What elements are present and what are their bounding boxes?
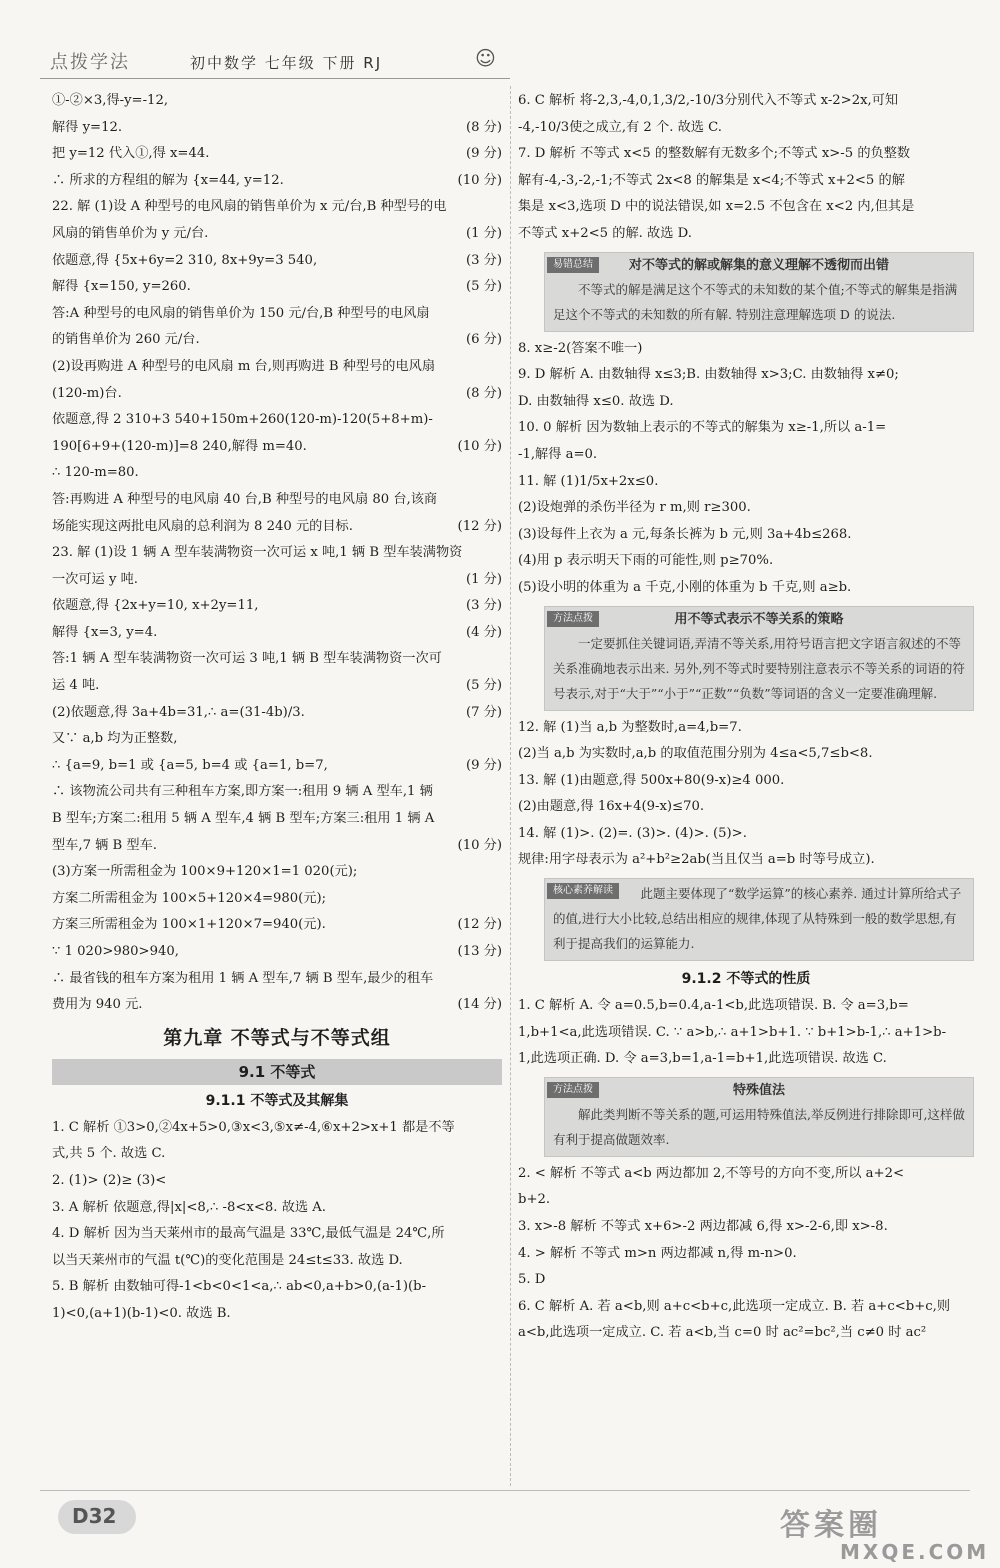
- solution-text: (2)依题意,得 3a+4b=31,∴ a=(31-4b)/3.: [52, 704, 305, 720]
- score-label: (12 分): [457, 917, 502, 933]
- score-label: (10 分): [457, 172, 502, 188]
- answer-line: 集是 x<3,选项 D 中的说法错误,如 x=2.5 不包含在 x<2 内,但其是: [518, 199, 915, 215]
- answer-line: 1,b+1<a,此选项错误. C. ∵ a>b,∴ a+1>b+1. ∵ b+1>b-1,∴ a+1>b-: [518, 1024, 947, 1040]
- solution-line: [52, 912, 502, 939]
- score-label: (5 分): [465, 678, 502, 694]
- box-tag: 易错总结: [547, 257, 599, 273]
- score-label: (8 分): [465, 119, 502, 135]
- solution-text: (2)设再购进 A 种型号的电风扇 m 台,则再购进 B 种型号的电风扇: [52, 358, 436, 374]
- answer-line: a<b,此选项一定成立. C. 若 a<b,当 c=0 时 ac²=bc²,当 c≠0 时 ac²: [518, 1325, 927, 1341]
- solution-line: [52, 966, 502, 993]
- tip-box-special-value: [544, 1077, 974, 1157]
- solution-line: [52, 115, 502, 142]
- solution-text: 依题意,得 {2x+y=10, x+2y=11,: [52, 598, 259, 614]
- page-number-text: D32: [72, 1504, 117, 1528]
- chapter-title: 第九章 不等式与不等式组: [163, 1026, 391, 1049]
- solution-text: 答:再购进 A 种型号的电风扇 40 台,B 种型号的电风扇 80 台,该商: [52, 491, 438, 507]
- box-text: 一定要抓住关键词语,弄清不等关系,用符号语言把文字语言叙述的不等关系准确地表示出来. 另外,列不等式时要特别注意表示不等关系的词语的符号表示,对于“大于”“小于”“正数”“负数”等词语的含义一定要准确理解.: [553, 635, 965, 701]
- solution-line: [52, 514, 502, 541]
- tip-box-literacy: [544, 878, 974, 961]
- answer-line: D. 由数轴得 x≤0. 故选 D.: [518, 393, 674, 409]
- section-title: 9.1 不等式: [52, 1059, 502, 1085]
- left-column: [52, 88, 502, 1328]
- answer-line: 2. < 解析 不等式 a<b 两边都加 2,不等号的方向不变,所以 a+2<: [518, 1165, 905, 1181]
- solution-line: [52, 407, 502, 434]
- answer-line: 4. > 解析 不等式 m>n 两边都减 n,得 m-n>0.: [518, 1245, 797, 1261]
- solution-text: 解得 {x=3, y=4.: [52, 624, 158, 640]
- solution-line: [52, 806, 502, 833]
- watermark: [780, 1500, 990, 1564]
- watermark-title: 答案圈: [780, 1508, 882, 1543]
- header: [40, 46, 510, 76]
- score-label: (1 分): [465, 225, 502, 241]
- bottom-rule: [40, 1490, 970, 1491]
- answer-line: 5. D: [518, 1272, 546, 1288]
- solution-text: 解得 y=12.: [52, 119, 123, 135]
- answer-line: 5. B 解析 由数轴可得-1<b<0<1<a,∴ ab<0,a+b>0,(a-1)(b-: [52, 1279, 427, 1295]
- score-label: (9 分): [465, 146, 502, 162]
- subject-label: 初中数学 七年级 下册 RJ: [190, 54, 383, 72]
- solution-text: 22. 解 (1)设 A 种型号的电风扇的销售单价为 x 元/台,B 种型号的电: [52, 199, 447, 215]
- box-tag: 核心素养解读: [547, 883, 619, 899]
- score-label: (7 分): [465, 704, 502, 720]
- score-label: (3 分): [465, 598, 502, 614]
- solution-line: [52, 381, 502, 408]
- tip-box-method: [544, 606, 974, 711]
- score-label: (6 分): [465, 332, 502, 348]
- answer-line: 1. C 解析 A. 令 a=0.5,b=0.4,a-1<b,此选项错误. B. 令 a=3,b=: [518, 998, 909, 1014]
- solution-text: (120-m)台.: [52, 385, 122, 401]
- solution-text: 解得 {x=150, y=260.: [52, 279, 191, 295]
- solution-text: ∴ 该物流公司共有三种租车方案,即方案一:租用 9 辆 A 型车,1 辆: [52, 784, 433, 800]
- brand-logo: 点拨学法: [50, 52, 130, 73]
- solution-text: ①-②×3,得-y=-12,: [52, 93, 169, 108]
- answer-line: 7. D 解析 不等式 x<5 的整数解有无数多个;不等式 x>-5 的负整数: [518, 146, 911, 162]
- solution-line: [52, 301, 502, 328]
- box-text: 此题主要体现了“数学运算”的核心素养. 通过计算所给式子的值,进行大小比较,总结出相应的规律,体现了从特殊到一般的数学思想,有利于提高我们的运算能力.: [553, 886, 962, 952]
- score-label: (14 分): [457, 997, 502, 1013]
- answer-line: 不等式 x+2<5 的解. 故选 D.: [518, 225, 692, 241]
- score-label: (12 分): [457, 518, 502, 534]
- answer-line: -1,解得 a=0.: [518, 446, 598, 462]
- score-label: (3 分): [465, 252, 502, 268]
- answer-line: 11. 解 (1)1/5x+2x≤0.: [518, 473, 659, 489]
- score-label: (10 分): [457, 438, 502, 454]
- solution-line: [52, 567, 502, 594]
- solution-text: 方案二所需租金为 100×5+120×4=980(元);: [52, 890, 327, 906]
- score-label: (10 分): [457, 837, 502, 853]
- column-divider: [510, 86, 511, 1486]
- answer-line: (2)当 a,b 为实数时,a,b 的取值范围分别为 4≤a<5,7≤b<8.: [518, 746, 873, 762]
- score-label: (8 分): [465, 385, 502, 401]
- answer-line: 4. D 解析 因为当天莱州市的最高气温是 33℃,最低气温是 24℃,所: [52, 1226, 445, 1242]
- mascot-icon: ☺: [475, 46, 496, 70]
- solution-text: 依题意,得 {5x+6y=2 310, 8x+9y=3 540,: [52, 252, 318, 268]
- solution-line: [52, 274, 502, 301]
- answer-line: 6. C 解析 将-2,3,-4,0,1,3/2,-10/3分别代入不等式 x-2>2x,可知: [518, 93, 899, 108]
- answer-line: (5)设小明的体重为 a 千克,小刚的体重为 b 千克,则 a≥b.: [518, 579, 852, 595]
- solution-line: [52, 726, 502, 753]
- solution-line: [52, 248, 502, 275]
- answer-line: 6. C 解析 A. 若 a<b,则 a+c<b+c,此选项一定成立. B. 若 a+c<b+c,则: [518, 1298, 951, 1314]
- answer-line: 9. D 解析 A. 由数轴得 x≤3;B. 由数轴得 x>3;C. 由数轴得 x≠0;: [518, 367, 899, 383]
- solution-line: [52, 992, 502, 1019]
- solution-text: 190[6+9+(120-m)]=8 240,解得 m=40.: [52, 438, 307, 454]
- solution-text: ∴ 最省钱的租车方案为租用 1 辆 A 型车,7 辆 B 型车,最少的租车: [52, 970, 434, 986]
- solution-line: [52, 753, 502, 780]
- solution-line: [52, 673, 502, 700]
- solution-line: [52, 327, 502, 354]
- answer-line: -4,-10/3使之成立,有 2 个. 故选 C.: [518, 119, 722, 135]
- right-column: [518, 88, 974, 1347]
- solution-text: 的销售单价为 260 元/台.: [52, 332, 200, 348]
- page-number: [58, 1500, 138, 1536]
- answer-line: 1,此选项正确. D. 令 a=3,b=1,a-1=b+1,此选项错误. 故选 C.: [518, 1051, 887, 1067]
- solution-line: [52, 487, 502, 514]
- box-text: 解此类判断不等关系的题,可运用特殊值法,举反例进行排除即可,这样做有利于提高做题效率.: [553, 1106, 965, 1147]
- score-label: (5 分): [465, 279, 502, 295]
- answer-line: 8. x≥-2(答案不唯一): [518, 340, 643, 356]
- box-title: 对不等式的解或解集的意义理解不透彻而出错: [628, 257, 889, 273]
- solution-text: 依题意,得 2 310+3 540+150m+260(120-m)-120(5+8+m)-: [52, 412, 433, 428]
- solution-text: 又∵ a,b 均为正整数,: [52, 731, 178, 747]
- solution-line: [52, 434, 502, 461]
- answer-line: (2)设炮弹的杀伤半径为 r m,则 r≥300.: [518, 500, 751, 516]
- score-label: (13 分): [457, 944, 502, 959]
- solution-text: 场能实现这两批电风扇的总利润为 8 240 元的目标.: [52, 518, 353, 534]
- answer-line: (2)由题意,得 16x+4(9-x)≤70.: [518, 799, 705, 815]
- watermark-url: MXQE.COM: [840, 1540, 990, 1564]
- box-title: 用不等式表示不等关系的策略: [674, 611, 844, 627]
- answer-line: 以当天莱州市的气温 t(℃)的变化范围是 24≤t≤33. 故选 D.: [52, 1252, 403, 1268]
- answer-line: 1. C 解析 ①3>0,②4x+5>0,③x<3,⑤x≠-4,⑥x+2>x+1 都是不等: [52, 1119, 455, 1135]
- solution-line: [52, 593, 502, 620]
- answer-line: 规律:用字母表示为 a²+b²≥2ab(当且仅当 a=b 时等号成立).: [518, 852, 875, 868]
- answer-line: 式,共 5 个. 故选 C.: [52, 1146, 166, 1162]
- box-title: 特殊值法: [732, 1082, 785, 1098]
- answer-line: 1)<0,(a+1)(b-1)<0. 故选 B.: [52, 1305, 231, 1321]
- solution-line: [52, 221, 502, 248]
- solution-line: [52, 88, 502, 115]
- subsection-title: 9.1.1 不等式及其解集: [205, 1092, 349, 1109]
- answer-line: 解有-4,-3,-2,-1;不等式 2x<8 的解集是 x<4;不等式 x+2<5 的解: [518, 172, 905, 188]
- answer-line: 14. 解 (1)>. (2)=. (3)>. (4)>. (5)>.: [518, 825, 747, 841]
- solution-text: 费用为 940 元.: [52, 997, 143, 1013]
- answer-line: 12. 解 (1)当 a,b 为整数时,a=4,b=7.: [518, 719, 742, 735]
- box-text: 不等式的解是满足这个不等式的未知数的某个值;不等式的解集是指满足这个不等式的未知数的所有解. 特别注意理解选项 D 的说法.: [553, 281, 958, 322]
- score-label: (1 分): [465, 571, 502, 587]
- answer-line: b+2.: [518, 1192, 551, 1208]
- solution-line: [52, 859, 502, 886]
- solution-text: ∴ 所求的方程组的解为 {x=44, y=12.: [52, 172, 284, 188]
- solution-text: (3)方案一所需租金为 100×9+120×1=1 020(元);: [52, 864, 358, 880]
- solution-text: ∴ 120-m=80.: [52, 465, 139, 481]
- tip-box-mistake: [544, 252, 974, 332]
- answer-line: (4)用 p 表示明天下雨的可能性,则 p≥70%.: [518, 553, 774, 569]
- solution-text: 方案三所需租金为 100×1+120×7=940(元).: [52, 917, 326, 933]
- solution-line: [52, 620, 502, 647]
- solution-text: 运 4 吨.: [52, 678, 100, 694]
- solution-text: 一次可运 y 吨.: [52, 571, 138, 587]
- solution-line: [52, 141, 502, 168]
- solution-text: 答:1 辆 A 型车装满物资一次可运 3 吨,1 辆 B 型车装满物资一次可: [52, 651, 442, 667]
- solution-line: [52, 460, 502, 487]
- solution-line: [52, 354, 502, 381]
- subsection-title-2: 9.1.2 不等式的性质: [681, 971, 811, 988]
- solution-line: [52, 886, 502, 913]
- answer-line: 2. (1)> (2)≥ (3)<: [52, 1172, 167, 1188]
- answer-line: 3. A 解析 依题意,得|x|<8,∴ -8<x<8. 故选 A.: [52, 1199, 326, 1215]
- solution-text: 23. 解 (1)设 1 辆 A 型车装满物资一次可运 x 吨,1 辆 B 型车装满物资: [52, 545, 463, 561]
- solution-line: [52, 194, 502, 221]
- answer-line: (3)设每件上衣为 a 元,每条长裤为 b 元,则 3a+4b≤268.: [518, 526, 852, 542]
- solution-line: [52, 646, 502, 673]
- solution-text: 型车,7 辆 B 型车.: [52, 837, 157, 853]
- score-label: (4 分): [465, 624, 502, 640]
- solution-line: [52, 540, 502, 567]
- solution-line: [52, 939, 502, 966]
- header-rule: [40, 78, 510, 79]
- box-tag: 方法点拨: [547, 1082, 599, 1098]
- solution-line: [52, 168, 502, 195]
- solution-line: [52, 833, 502, 860]
- solution-text: 答:A 种型号的电风扇的销售单价为 150 元/台,B 种型号的电风扇: [52, 305, 430, 321]
- answer-line: 3. x>-8 解析 不等式 x+6>-2 两边都减 6,得 x>-2-6,即 x>-8.: [518, 1219, 888, 1235]
- box-tag: 方法点拨: [547, 611, 599, 627]
- solution-text: B 型车;方案二:租用 5 辆 A 型车,4 辆 B 型车;方案三:租用 1 辆 A: [52, 811, 435, 827]
- answer-line: 10. 0 解析 因为数轴上表示的不等式的解集为 x≥-1,所以 a-1=: [518, 420, 887, 436]
- score-label: (9 分): [465, 757, 502, 773]
- solution-text: ∴ {a=9, b=1 或 {a=5, b=4 或 {a=1, b=7,: [52, 757, 328, 773]
- answer-line: 13. 解 (1)由题意,得 500x+80(9-x)≥4 000.: [518, 772, 785, 788]
- solution-text: ∵ 1 020>980>940,: [52, 944, 179, 959]
- solution-text: 把 y=12 代入①,得 x=44.: [52, 146, 210, 162]
- solution-text: 风扇的销售单价为 y 元/台.: [52, 225, 209, 241]
- solution-line: [52, 779, 502, 806]
- solution-line: [52, 700, 502, 727]
